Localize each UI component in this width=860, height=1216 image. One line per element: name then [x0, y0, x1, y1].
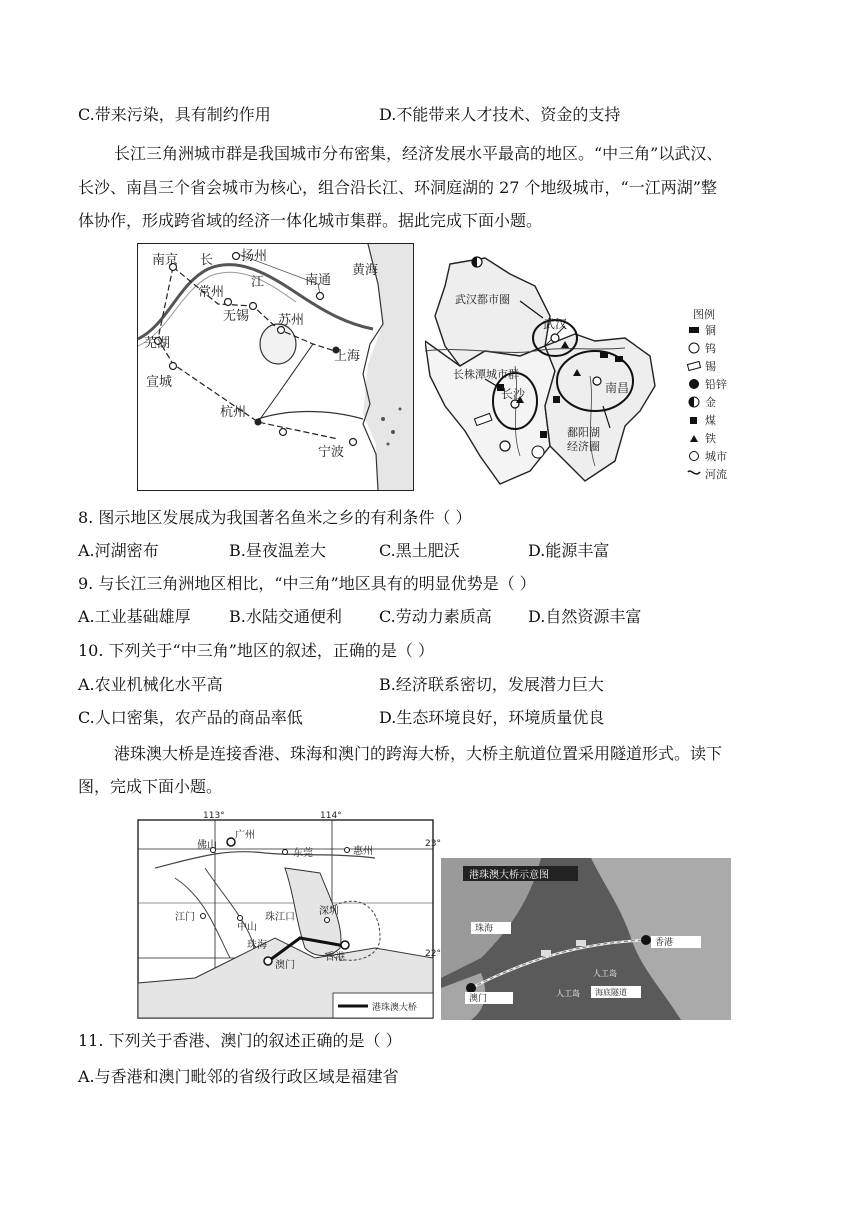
- legend-tungsten: 钨: [705, 342, 716, 355]
- city-shenzhen: 深圳: [319, 906, 339, 917]
- bridge-label-hongkong: 香港: [655, 938, 674, 948]
- bridge-title: 港珠澳大桥示意图: [469, 870, 549, 881]
- city-xuancheng: 宣城: [146, 375, 173, 390]
- city-guangzhou: 广州: [235, 830, 255, 841]
- map-legend: [687, 307, 727, 481]
- yangtze-delta-map: [137, 243, 414, 491]
- middle-triangle-map: [425, 256, 735, 492]
- legend-gold: 金: [705, 396, 716, 409]
- city-wuhan: 武汉: [543, 317, 568, 331]
- city-yangzhou: 扬州: [241, 249, 268, 264]
- q8-option-d: D.能源丰富: [528, 541, 610, 560]
- legend-title: 图例: [693, 308, 715, 321]
- city-shanghai: 上海: [334, 349, 361, 364]
- q10-option-b: B.经济联系密切，发展潜力巨大: [379, 675, 604, 694]
- city-zhongshan: 中山: [237, 922, 257, 933]
- city-wuhu: 芜湖: [144, 336, 171, 351]
- legend-river: 河流: [705, 468, 727, 481]
- q10-option-a: A.农业机械化水平高: [78, 675, 223, 694]
- legend-coal: 煤: [705, 414, 716, 427]
- region-poyang-line2: 经济圈: [567, 440, 600, 453]
- legend-city: 城市: [705, 450, 727, 463]
- sea-label: 黄海: [352, 263, 379, 278]
- bridge-label-macau: 澳门: [469, 994, 488, 1004]
- region-changzhutan: 长株潭城市群: [453, 368, 519, 381]
- q10-option-c: C.人口密集，农产品的商品率低: [78, 708, 303, 727]
- city-zhuhai: 珠海: [247, 940, 267, 951]
- q10-option-d: D.生态环境良好，环境质量优良: [379, 708, 605, 727]
- intro1-line3: 体协作，形成跨省域的经济一体化城市集群。据此完成下面小题。: [78, 211, 543, 230]
- region-wuhan: 武汉都市圈: [455, 293, 510, 306]
- q7-option-d: D.不能带来人才技术、资金的支持: [379, 105, 621, 124]
- city-wuxi: 无锡: [223, 309, 250, 324]
- pearl-river-delta-map: [135, 808, 445, 1020]
- city-nanjing: 南京: [152, 253, 179, 268]
- city-changsha: 长沙: [501, 387, 526, 401]
- legend-bridge: 港珠澳大桥: [372, 1003, 418, 1013]
- city-macau: 澳门: [275, 960, 295, 971]
- city-foshan: 佛山: [197, 840, 217, 851]
- q11-stem: 11. 下列关于香港、澳门的叙述正确的是（ ）: [78, 1031, 402, 1050]
- intro2-line1: 港珠澳大桥是连接香港、珠海和澳门的跨海大桥，大桥主航道位置采用隧道形式。读下: [114, 744, 723, 763]
- city-huizhou: 惠州: [353, 846, 373, 857]
- bridge-label-zhuhai: 珠海: [475, 924, 494, 934]
- legend-tin: 锡: [705, 360, 716, 373]
- bridge-label-island2: 人工岛: [593, 969, 617, 978]
- q8-option-a: A.河湖密布: [78, 541, 159, 560]
- q10-stem: 10. 下列关于“中三角”地区的叙述，正确的是（ ）: [78, 641, 434, 660]
- bridge-schematic: [441, 858, 731, 1020]
- lon-113: 113°: [203, 811, 225, 821]
- intro2-line2: 图，完成下面小题。: [78, 777, 223, 796]
- region-poyang-line1: 鄱阳湖: [567, 426, 600, 439]
- legend-iron: 铁: [705, 432, 716, 445]
- city-suzhou: 苏州: [278, 313, 305, 328]
- q9-option-b: B.水陆交通便利: [229, 607, 342, 626]
- city-hongkong: 香港: [325, 952, 345, 963]
- bridge-label-tunnel: 海底隧道: [595, 988, 627, 997]
- city-ningbo: 宁波: [318, 445, 345, 460]
- q11-option-a: A.与香港和澳门毗邻的省级行政区域是福建省: [78, 1067, 399, 1086]
- city-nanchang: 南昌: [605, 381, 630, 395]
- city-changzhou: 常州: [198, 285, 225, 300]
- lat-23: 23°: [425, 839, 441, 849]
- legend-copper: 铜: [705, 324, 716, 337]
- q8-option-b: B.昼夜温差大: [229, 541, 326, 560]
- q8-option-c: C.黑土肥沃: [379, 541, 460, 560]
- city-nantong: 南通: [305, 273, 332, 288]
- lat-22: 22°: [425, 949, 441, 959]
- lon-114: 114°: [320, 811, 342, 821]
- legend-leadzinc: 铅锌: [705, 378, 727, 391]
- intro1-line1: 长江三角洲城市群是我国城市分布密集，经济发展水平最高的地区。“中三角”以武汉、: [114, 144, 723, 163]
- city-hangzhou: 杭州: [220, 405, 247, 420]
- q7-option-c: C.带来污染，具有制约作用: [78, 105, 271, 124]
- q9-option-a: A.工业基础雄厚: [78, 607, 191, 626]
- city-jiangmen: 江门: [175, 912, 195, 923]
- river-char-jiang: 江: [251, 275, 265, 290]
- river-char-chang: 长: [200, 253, 214, 268]
- city-dongguan: 东莞: [293, 848, 313, 859]
- q9-option-c: C.劳动力素质高: [379, 607, 492, 626]
- q9-option-d: D.自然资源丰富: [528, 607, 642, 626]
- bridge-label-island1: 人工岛: [556, 989, 580, 998]
- q8-stem: 8. 图示地区发展成为我国著名鱼米之乡的有利条件（ ）: [78, 508, 472, 527]
- pearl-river-mouth: 珠江口: [265, 912, 295, 923]
- intro1-line2: 长沙、南昌三个省会城市为核心，组合沿长江、环洞庭湖的 27 个地级城市，“一江两湖”整: [78, 178, 717, 197]
- q9-stem: 9. 与长江三角洲地区相比，“中三角”地区具有的明显优势是（ ）: [78, 574, 536, 593]
